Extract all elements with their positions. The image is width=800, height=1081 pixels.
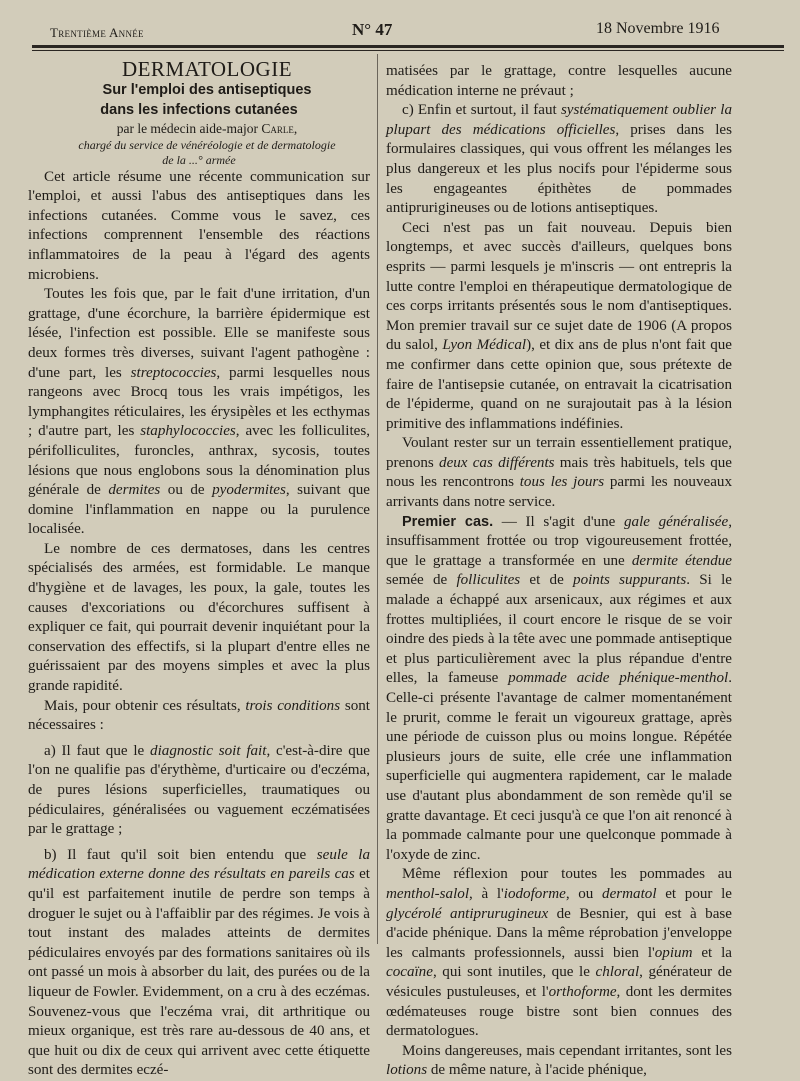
italic-term: seule la médication externe donne des résultats en pareils cas	[28, 846, 371, 883]
italic-term: cocaïne	[386, 964, 433, 981]
affiliation	[28, 138, 370, 168]
text-run: , insuffisamment frottée ou trop vigoureusement frottée, que le grattage a transformée en une	[386, 513, 732, 569]
text-run: Mais, pour obtenir ces résultats,	[44, 697, 246, 714]
text-run: , suivant que domine l'inflammation en nappe ou la purulence localisée.	[28, 482, 371, 538]
paragraph	[28, 742, 370, 840]
text-run: et qu'il est parfaitement inutile de perdre son temps à droguer le sujet ou à l'affaiblir par des régimes. Je vois à tout instant des malades atteints de dermites pédiculaires envoyés par des formations sanitaires où ils ont passé un mois à absorber du lait, des purées ou de la liqueur de Fowler. Evidemment, on a cru à des eczémas. Souvenez-vous que l'eczéma vrai, dit arthritique ou mieux organique, est très rare au-dessous de 40 ans, et que huit ou dix de ceux qui arrivent avec cette étiquette sont des dermites eczé-	[28, 866, 370, 1079]
article-title-line-2: dans les infections cutanées	[100, 101, 298, 118]
paragraph: matisées par le grattage, contre lesquelles aucune médication interne ne prévaut ;	[386, 63, 732, 99]
italic-term: tous les jours	[519, 474, 605, 491]
italic-term: gale généralisée	[624, 513, 729, 530]
paragraph	[386, 865, 732, 1041]
article-title-line-1: Sur l'emploi des antiseptiques	[102, 81, 312, 98]
affiliation-line-2: de la ...° armée	[162, 152, 236, 167]
italic-term: orthoforme	[548, 983, 617, 1000]
author-name: Carle,	[261, 120, 298, 136]
left-column	[28, 57, 371, 1081]
text-run: , c'est-à-dire que l'on ne qualifie pas d'érythème, d'urticaire ou d'eczéma, de pures lésions superficielles, traumatiques ou pédiculaires, généralisées ou vaguement eczématisées par le grattage ;	[28, 742, 370, 838]
paragraph	[386, 219, 732, 435]
paragraph	[28, 285, 370, 540]
italic-term: systématiquement oublier la plupart des médications officielles	[386, 102, 732, 138]
journal-year: Trentième Année	[50, 25, 144, 40]
italic-term: dermites	[108, 482, 161, 499]
case-subheading: Premier cas.	[402, 513, 494, 530]
issue-date: 18 Novembre 1916	[596, 20, 720, 37]
italic-term: pyodermites	[212, 482, 286, 499]
italic-term: iodoforme	[503, 885, 566, 902]
text-run: parmi les nouveaux arrivants dans notre service.	[386, 474, 732, 511]
paragraph	[28, 846, 370, 1081]
text-run: de même nature, à l'acide phénique,	[427, 1062, 647, 1079]
text-run: et de	[520, 572, 574, 589]
italic-term: dermatol	[602, 885, 657, 902]
italic-term: diagnostic soit fait	[150, 742, 267, 759]
text-run: semée de	[386, 572, 457, 589]
text-run: Voulant rester sur un terrain essentiellement pratique, prenons	[386, 435, 732, 471]
italic-term: dermite étendue	[631, 552, 733, 569]
italic-term: trois conditions	[245, 697, 341, 714]
section-title: DERMATOLOGIE	[121, 57, 293, 81]
text-run: , ou	[565, 885, 603, 902]
text-run: , prises dans les formulaires classiques, qui vous offrent les mélanges les plus dangereux et les plus nocifs pour l'épiderme sous les engageantes épithètes de pommades antiprurigineuses ou de lotions antiseptiques.	[386, 121, 732, 217]
italic-term: chloral	[595, 964, 640, 981]
text-run: , qui sont inutiles, que le	[432, 964, 596, 981]
italic-term: pommade acide phénique-menthol	[508, 670, 729, 687]
affiliation-line-1: chargé du service de vénéréologie et de dermatologie	[78, 137, 336, 152]
text-run: , dont les dermites œdémateuses rouge bistre sont bien connues des dermatologues.	[386, 983, 733, 1040]
text-run: , avec les folliculites, périfolliculites, furoncles, anthrax, sycosis, toutes lésions que nous englobons sous la dénomination plus générale de	[28, 423, 370, 499]
italic-term: streptococcies	[130, 364, 217, 381]
text-run: Toutes les fois que, par le fait d'une irritation, d'un grattage, d'une écorchure, la barrière épidermique est lésée, l'infection est possible. Elle se manifeste sous deux formes très diverses, suivant l'agent pathogène : d'une part, les	[28, 286, 370, 381]
header-rule-thin	[32, 50, 784, 51]
byline	[28, 120, 370, 138]
paragraph: Cet article résume une récente communication sur l'emploi, et aussi l'abus des antiseptiques dans les infections cutanées. Comme vous le savez, ces infections comprennent l'ensemble des réactions inflammatoires de la peau à l'égard des agents microbiens.	[28, 168, 370, 283]
italic-term: points suppurants	[573, 572, 687, 589]
paragraph	[386, 101, 732, 219]
paragraph	[386, 1042, 732, 1081]
text-run: de Besnier, qui est à base d'acide phénique. Dans la même réprobation j'enveloppe les calmants professionnels, aussi bien l'	[386, 905, 732, 961]
text-run: a) Il faut que le	[44, 742, 151, 759]
text-run: . Celle-ci présente l'avantage de calmer momentanément le prurit, comme le ferait un vigoureux grattage, après une période de cuisson plus ou moins longue. Répétée plusieurs jours de suite, elle crée une inflammation superficielle qui augmentera rapidement, car le malade use d'autant plus abondamment de son remède qu'il se gratte davantage. Et ceci jusqu'à ce que l'on ait renoncé à la pommade calmante pour une quelconque pommade à l'oxyde de zinc.	[386, 670, 733, 863]
text-run: , à l'	[469, 885, 504, 902]
column-divider	[377, 54, 378, 944]
text-run: Même réflexion pour toutes les pommades au	[402, 866, 732, 883]
right-column	[386, 62, 732, 1081]
text-run: ), et dix ans de plus n'ont fait que me confirmer dans cette opinion que, sous prétexte de faire de l'antisepsie cutanée, on entravait la cicatrisation de l'épiderme, quand on ne surajoutait pas à la lésion primitive des inflammations indéfinies.	[386, 337, 733, 432]
text-run: b) Il faut qu'il soit bien entendu que	[44, 846, 317, 863]
article-title	[28, 80, 370, 120]
italic-term: folliculites	[456, 572, 521, 589]
text-run: — Il s'agit d'une	[493, 513, 624, 530]
italic-term: staphylococcies	[140, 423, 236, 440]
text-run: , générateur de vésicules pustuleuses, et l'	[386, 964, 732, 1000]
text-run: Moins dangereuses, mais cependant irritantes, sont les	[402, 1042, 732, 1059]
paragraph	[386, 434, 732, 512]
italic-term: opium	[654, 944, 693, 961]
text-run: ou de	[160, 482, 213, 499]
issue-number: N° 47	[352, 20, 393, 39]
byline-prefix: par le médecin aide-major	[116, 120, 262, 136]
italic-term: Lyon Médical	[442, 337, 527, 354]
text-run: . Si le malade a échappé aux arsenicaux, aux régimes et aux frottes multipliées, il court encore le risque de se voir oindre des pieds à la tête avec une pommade antiseptique et plus particulièrement avec la plus répandue d'entre elles, la fameuse	[386, 572, 732, 687]
italic-term: deux cas différents	[439, 454, 555, 471]
header-rule	[32, 45, 784, 48]
italic-term: glycérolé antiprurugineux	[386, 905, 549, 922]
paragraph: Le nombre de ces dermatoses, dans les centres spécialisés des armées, est formidable. Le manque d'hygiène et de lavages, les poux, la gale, toutes les causes d'excoriations ou d'écorchures suffisent à expliquer ce fait, qui pourrait devenir inquiétant pour la conservation des effectifs, si la plupart d'entre elles ne guérissaient par des moyens simples et avec la plus grande rapidité.	[28, 540, 370, 695]
italic-term: lotions	[386, 1062, 428, 1079]
paragraph	[386, 513, 732, 866]
text-run: c) Enfin et surtout, il faut	[402, 102, 561, 119]
text-run: sont nécessaires :	[28, 697, 370, 734]
text-run: mais très habituels, tels que nous les rencontrons	[386, 454, 732, 491]
italic-term: menthol-salol	[386, 885, 470, 902]
text-run: et la	[692, 944, 732, 961]
text-run: et pour le	[656, 885, 733, 902]
paragraph	[28, 697, 370, 736]
text-run: Ceci n'est pas un fait nouveau. Depuis bien longtemps, et avec succès d'ailleurs, quelques bons esprits — parmi lesquels je m'inscris — ont entrepris la lutte contre l'emploi en thérapeutique dermatologique de ces corps irritants présentés sous le nom d'antiseptiques. Mon premier travail sur ce sujet date de 1906 (A propos du salol,	[386, 219, 732, 354]
text-run: , parmi lesquelles nous rangeons avec Brocq tous les vrais impétigos, les lymphangites réticulaires, les érysipèles et les ecthymas ; d'autre part, les	[28, 364, 370, 440]
